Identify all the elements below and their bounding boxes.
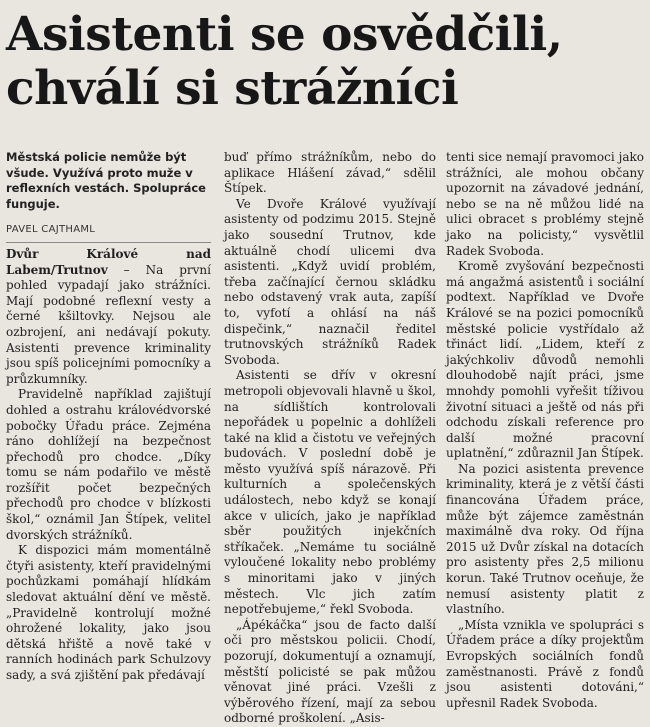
- article-paragraph: Pravidelně například zajištují dohled a ostrahu královédvorské pobočky Úřadu práce. Zejména ráno dohlížejí na bezpečnost přechodů pro chodce. „Díky tomu se nám podařilo ve městě rozšířit počet bezpečných přechodů pro chodce v blízkosti škol,“ oznámil Jan Štípek, velitel dvorských strážníků.: [6, 387, 211, 542]
- paragraph-text: – Na první pohled vypadají jako strážníci. Mají podobné reflexní vesty a černé kšiltovky. Nejsou ale ozbrojení, ani nedávají pokuty. Asistenti prevence kriminality jsou spíš policejními pomocníky a průzkumníky.: [6, 262, 211, 386]
- headline-line-1: Asistenti se osvědčili,: [6, 7, 563, 62]
- article-paragraph: buď přímo strážníkům, nebo do aplikace Hlášení závad,“ sdělil Štípek.: [224, 150, 436, 196]
- lead-paragraph: Městská policie nemůže být všude. Využívá proto muže v reflexních vestách. Spolupráce funguje.: [6, 150, 206, 211]
- dateline: Dvůr Králové nad Labem/Trutnov: [6, 246, 211, 277]
- author-byline: PAVEL CAJTHAML: [6, 222, 211, 243]
- article-paragraph: Ve Dvoře Králové využívají asistenty od podzimu 2015. Stejně jako sousední Trutnov, kde aktuálně chodí ulicemi dva asistenti. „Když uvidí problém, třeba začínající černou skládku nebo odstavený vrak auta, zapíší to, vyfotí a ohlásí na náš dispečink,“ naznačil ředitel trutnovských strážníků Radek Svoboda.: [224, 196, 436, 367]
- article-column-1: [6, 150, 211, 684]
- article-paragraph: Asistenti se dřív v okresní metropoli objevovali hlavně u škol, na sídlištích kontrolovali nepořádek u popelnic a dohlíželi také na klid a čistotu ve veřejných budovách. V poslední době je město využívá spíš nárazově. Při kulturních a společenských událostech, nebo když se konají akce v ulicích, jako je například sběr použitých injekčních stříkaček. „Nemáme tu sociálně vyloučené lokality nebo problémy s minoritami jako v jiných městech. Vlc jich zatím nepotřebujeme,“ řekl Svoboda.: [224, 368, 436, 617]
- headline: [6, 8, 646, 116]
- article-paragraph: K dispozici mám momentálně čtyři asistenty, kteří pravidelnými pochůzkami pomáhají hlídkám sledovat aktuální dění ve městě. „Pravidelně kontrolují možné ohrožené lokality, jako jsou dětská hřiště a nově také v ranních hodinách park Schulzovy sady, a svá zjištění pak předávají: [6, 543, 211, 682]
- headline-line-2: chválí si strážníci: [6, 61, 459, 116]
- article-paragraph: [6, 247, 211, 387]
- article-paragraph: tenti sice nemají pravomoci jako strážníci, ale mohou občany upozornit na závadové jednání, nebo se na ně můžou lidé na ulici obracet s problémy stejně jako na policisty,“ vysvětlil Radek Svoboda.: [446, 150, 644, 258]
- article-paragraph: Kromě zvyšování bezpečnosti má angažmá asistentů i sociální podtext. Například ve Dvoře Králové se na pozici pomocníků městské policie vystřídalo až třináct lidí. „Lidem, kteří z jakýchkoliv důvodů nemohli dlouhodobě najít práci, jsme mnohdy pomohli vyřešit tíživou životní situaci a ještě od nás při odchodu získali reference pro další možné pracovní uplatnění,“ zdůraznil Jan Štípek.: [446, 259, 644, 461]
- article-paragraph: Na pozici asistenta prevence kriminality, která je z větší části financována Úřadem práce, může být zájemce zaměstnán maximálně dva roky. Od října 2015 už Dvůr získal na dotacích pro asistenty přes 2,5 milionu korun. Také Trutnov oceňuje, že nemusí asistenty platit z vlastního.: [446, 461, 644, 617]
- article-column-2: [224, 150, 436, 727]
- article-paragraph: „Ápékáčka“ jsou de facto další oči pro městskou policii. Chodí, pozorují, dokumentují a oznamují, městští policisté se pak můžou věnovat jiné práci. Vzešli z výběrového řízení, mají za sebou odborné proškolení. „Asis-: [224, 617, 436, 726]
- article-paragraph: „Místa vznikla ve spolupráci s Úřadem práce a díky projektům Evropských sociálních fondů zaměstnanosti. Právě z fondů jsou asistenti dotováni,“ upřesnil Radek Svoboda.: [446, 617, 644, 710]
- article-column-3: [446, 150, 644, 711]
